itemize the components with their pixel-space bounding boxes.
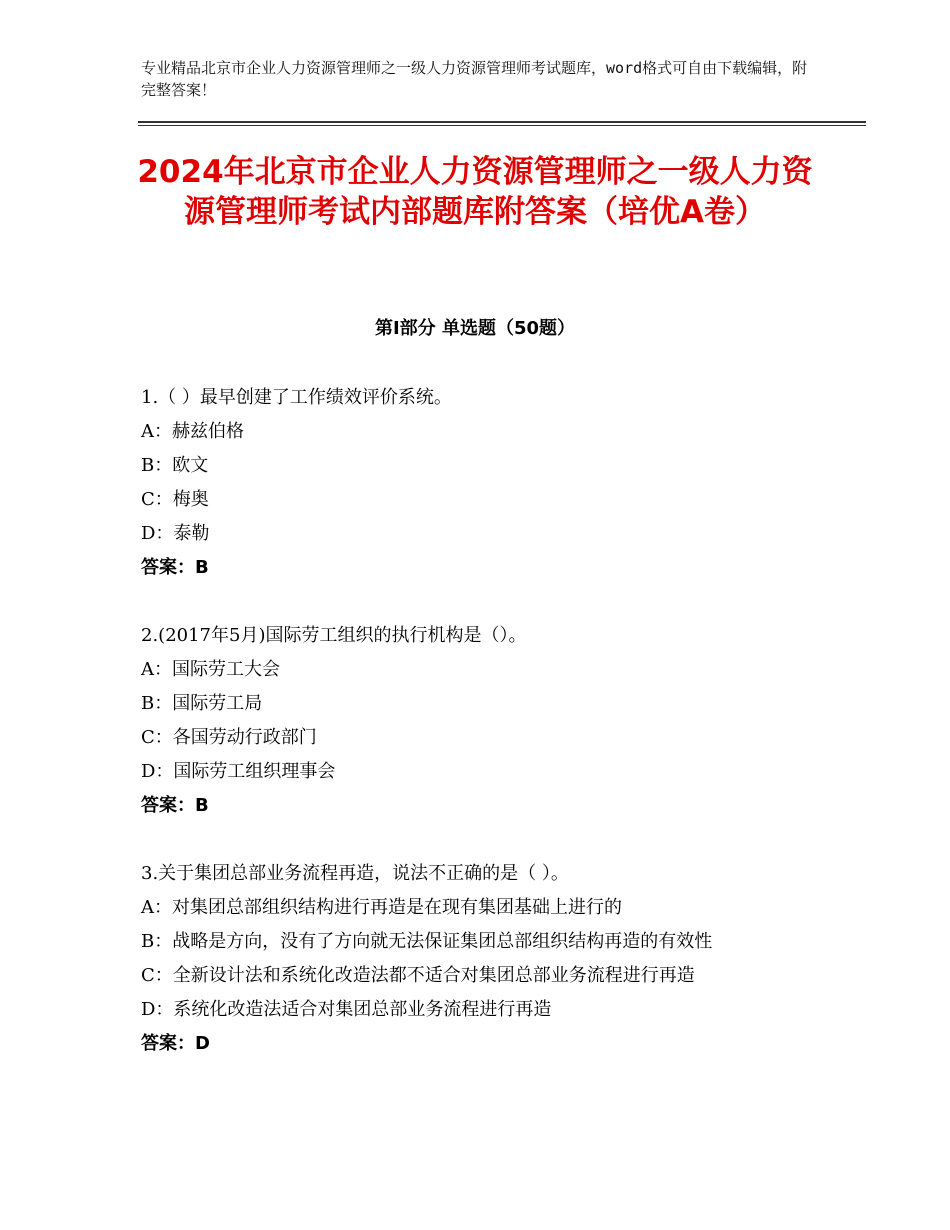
document-title: 2024年北京市企业人力资源管理师之一级人力资源管理师考试内部题库附答案（培优A卷） (137, 154, 813, 230)
answer: 答案：B (141, 795, 209, 816)
section-title: 第Ⅰ部分 单选题（50题） (374, 318, 575, 339)
option-d: D：泰勒 (141, 523, 210, 544)
option-b: B：欧文 (141, 455, 209, 476)
option-d: D：国际劳工组织理事会 (141, 761, 336, 782)
option-a: A：国际劳工大会 (141, 659, 280, 680)
question-stem: 2.(2017年5月)国际劳工组织的执行机构是（）。 (141, 625, 527, 646)
option-a: A：对集团总部组织结构进行再造是在现有集团基础上进行的 (141, 897, 622, 918)
header-rule-thick (138, 121, 866, 123)
answer: 答案：B (141, 557, 209, 578)
question-1 (141, 381, 821, 585)
option-c: C：全新设计法和系统化改造法都不适合对集团总部业务流程进行再造 (141, 965, 695, 986)
question-stem: 1.（ ）最早创建了工作绩效评价系统。 (141, 387, 452, 408)
question-3 (141, 857, 821, 1061)
option-b: B：战略是方向，没有了方向就无法保证集团总部组织结构再造的有效性 (141, 931, 713, 952)
option-b: B：国际劳工局 (141, 693, 263, 714)
header-rule-thin (138, 125, 866, 126)
question-stem: 3.关于集团总部业务流程再造，说法不正确的是（ ）。 (141, 863, 569, 884)
option-c: C：梅奥 (141, 489, 209, 510)
option-c: C：各国劳动行政部门 (141, 727, 317, 748)
answer: 答案：D (141, 1033, 210, 1054)
question-2 (141, 619, 821, 823)
option-a: A：赫兹伯格 (141, 421, 244, 442)
header-note: 专业精品北京市企业人力资源管理师之一级人力资源管理师考试题库，word格式可自由下载编辑，附完整答案！ (141, 59, 808, 99)
option-d: D：系统化改造法适合对集团总部业务流程进行再造 (141, 999, 552, 1020)
